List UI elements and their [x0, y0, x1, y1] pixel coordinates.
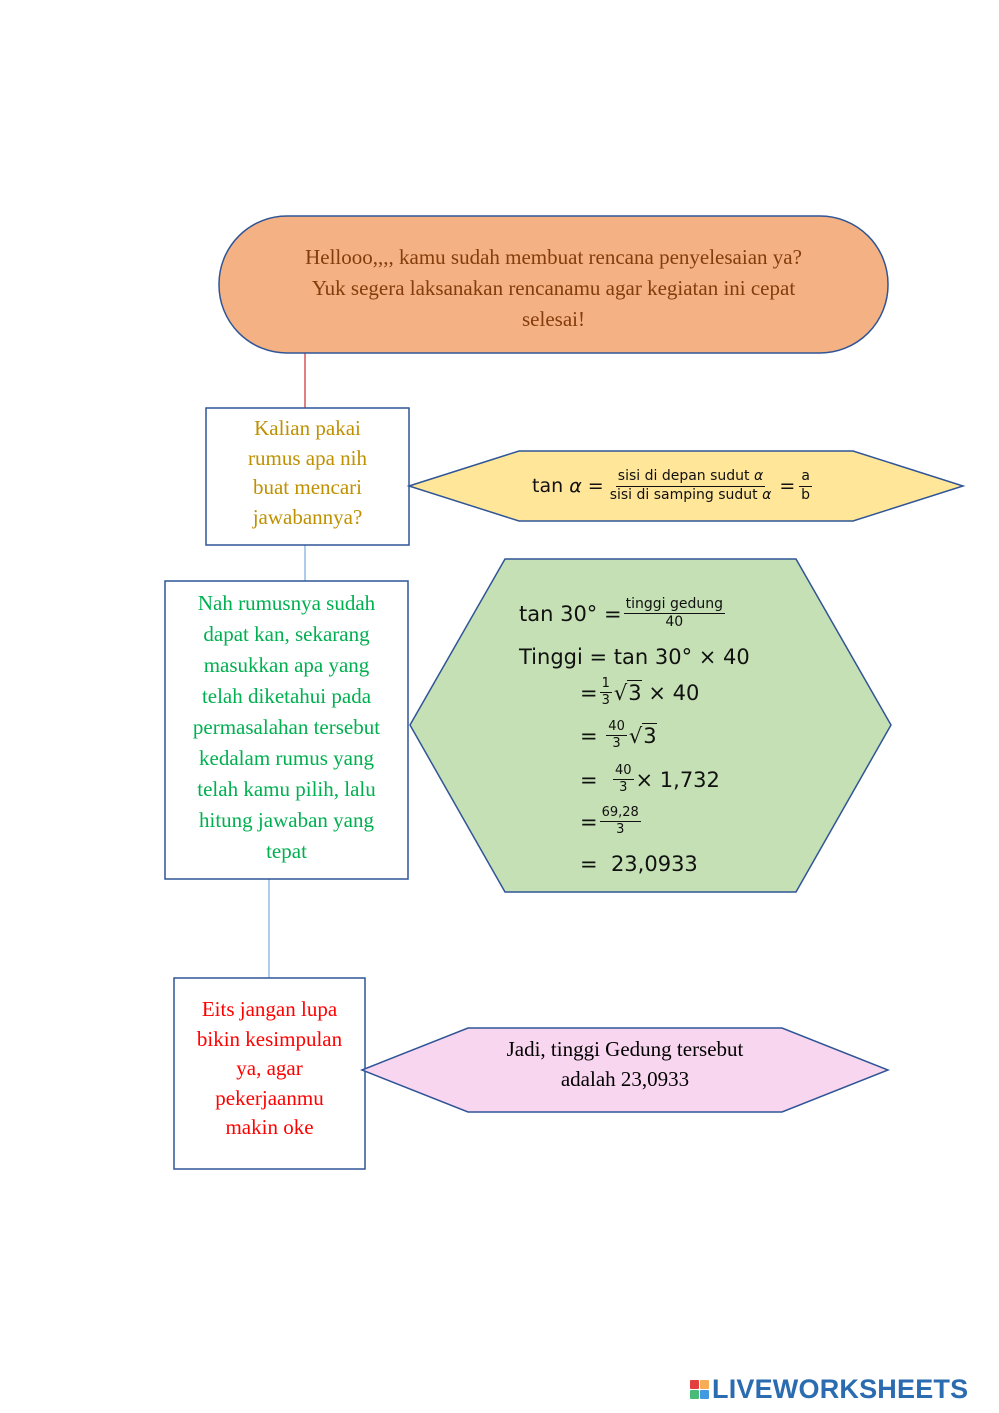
start-line: Yuk segera laksanakan rencanamu agar kegiatan ini cepat [311, 276, 796, 300]
calc-row-1 [519, 597, 727, 631]
start-line: selesai! [522, 307, 585, 331]
calc-r6-eq: = [580, 809, 598, 834]
step2-line: hitung jawaban yang [199, 808, 374, 832]
sqrt-symbol: √ [628, 723, 643, 748]
calc-r3-root: 3 [628, 681, 642, 706]
conclusion-line: adalah 23,0933 [560, 1066, 690, 1091]
calc-r5-den: 3 [619, 780, 628, 796]
calc-r6-den: 3 [616, 822, 625, 838]
calc-r5-num: 40 [613, 764, 634, 780]
conclusion-line: Jadi, tinggi Gedung tersebut [506, 1037, 744, 1061]
step1-line: Kalian pakai [254, 416, 361, 440]
calc-r3-den: 3 [601, 693, 610, 709]
calc-row-7: = 23,0933 [580, 852, 698, 876]
calc-r4-eq: = [580, 723, 598, 748]
formula-equals: = [587, 475, 604, 497]
calc-r1-num: tinggi gedung [624, 597, 725, 614]
conclusion-text [468, 1035, 782, 1094]
step3-line: pekerjaanmu [215, 1085, 324, 1110]
calc-row-3 [580, 677, 699, 709]
calc-r3-tail: × 40 [648, 680, 700, 705]
sqrt-symbol: √ [613, 680, 628, 705]
formula-ratio-num: a [799, 469, 812, 486]
logo-mark-icon [690, 1380, 709, 1399]
start-text [239, 242, 868, 335]
step2-line: dapat kan, sekarang [203, 622, 370, 646]
formula-ratio-den: b [801, 486, 811, 503]
calc-row-4 [580, 720, 657, 752]
step2-line: masukkan apa yang [203, 653, 370, 677]
calc-r4-den: 3 [612, 736, 621, 752]
calc-r1-den: 40 [665, 614, 684, 631]
step2-line: tepat [266, 839, 307, 863]
step1-text [206, 414, 409, 532]
calc-r4-num: 40 [606, 720, 627, 736]
formula-alpha-num: α [754, 468, 764, 485]
step1-line: jawabannya? [252, 504, 363, 529]
formula-alpha-den: α [762, 486, 772, 503]
step3-text [174, 995, 365, 1143]
calc-row-2: Tinggi = tan 30° × 40 [519, 645, 750, 669]
calc-row-6 [580, 806, 643, 838]
step3-line: Eits jangan lupa [201, 997, 338, 1021]
formula-denominator: sisi di samping sudut [609, 486, 758, 503]
start-line: Hellooo,,,, kamu sudah membuat rencana penyelesaian ya? [305, 245, 802, 269]
logo-wordmark: LIVEWORKSHEETS [712, 1373, 969, 1404]
step1-line: rumus apa nih [248, 445, 367, 470]
calc-r6-num: 69,28 [600, 806, 641, 822]
calc-r4-root: 3 [643, 724, 657, 749]
formula-alpha: α [569, 475, 582, 497]
calc-r5-eq: = [580, 767, 598, 792]
step2-line: kedalam rumus yang [199, 746, 374, 770]
tangent-formula [532, 457, 814, 515]
liveworksheets-logo [690, 1372, 968, 1406]
step2-line: Nah rumusnya sudah [197, 591, 376, 615]
calc-r1-lhs: tan 30° = [519, 601, 622, 626]
formula-lhs: tan [532, 475, 564, 497]
step1-line: buat mencari [252, 475, 363, 499]
step2-text [165, 588, 408, 867]
formula-equals-2: = [779, 475, 796, 497]
step2-line: telah kamu pilih, lalu [197, 777, 376, 801]
calc-r3-eq: = [580, 680, 598, 705]
step2-line: telah diketahui pada [201, 684, 372, 708]
step2-line: permasalahan tersebut [192, 715, 381, 739]
formula-numerator: sisi di depan sudut [617, 468, 750, 485]
step3-line: bikin kesimpulan [196, 1026, 343, 1051]
calc-r3-num: 1 [600, 677, 612, 693]
step3-line: ya, agar [236, 1056, 303, 1080]
calc-row-5 [580, 764, 720, 796]
step3-line: makin oke [225, 1115, 314, 1139]
calc-r5-tail: × 1,732 [635, 767, 720, 792]
